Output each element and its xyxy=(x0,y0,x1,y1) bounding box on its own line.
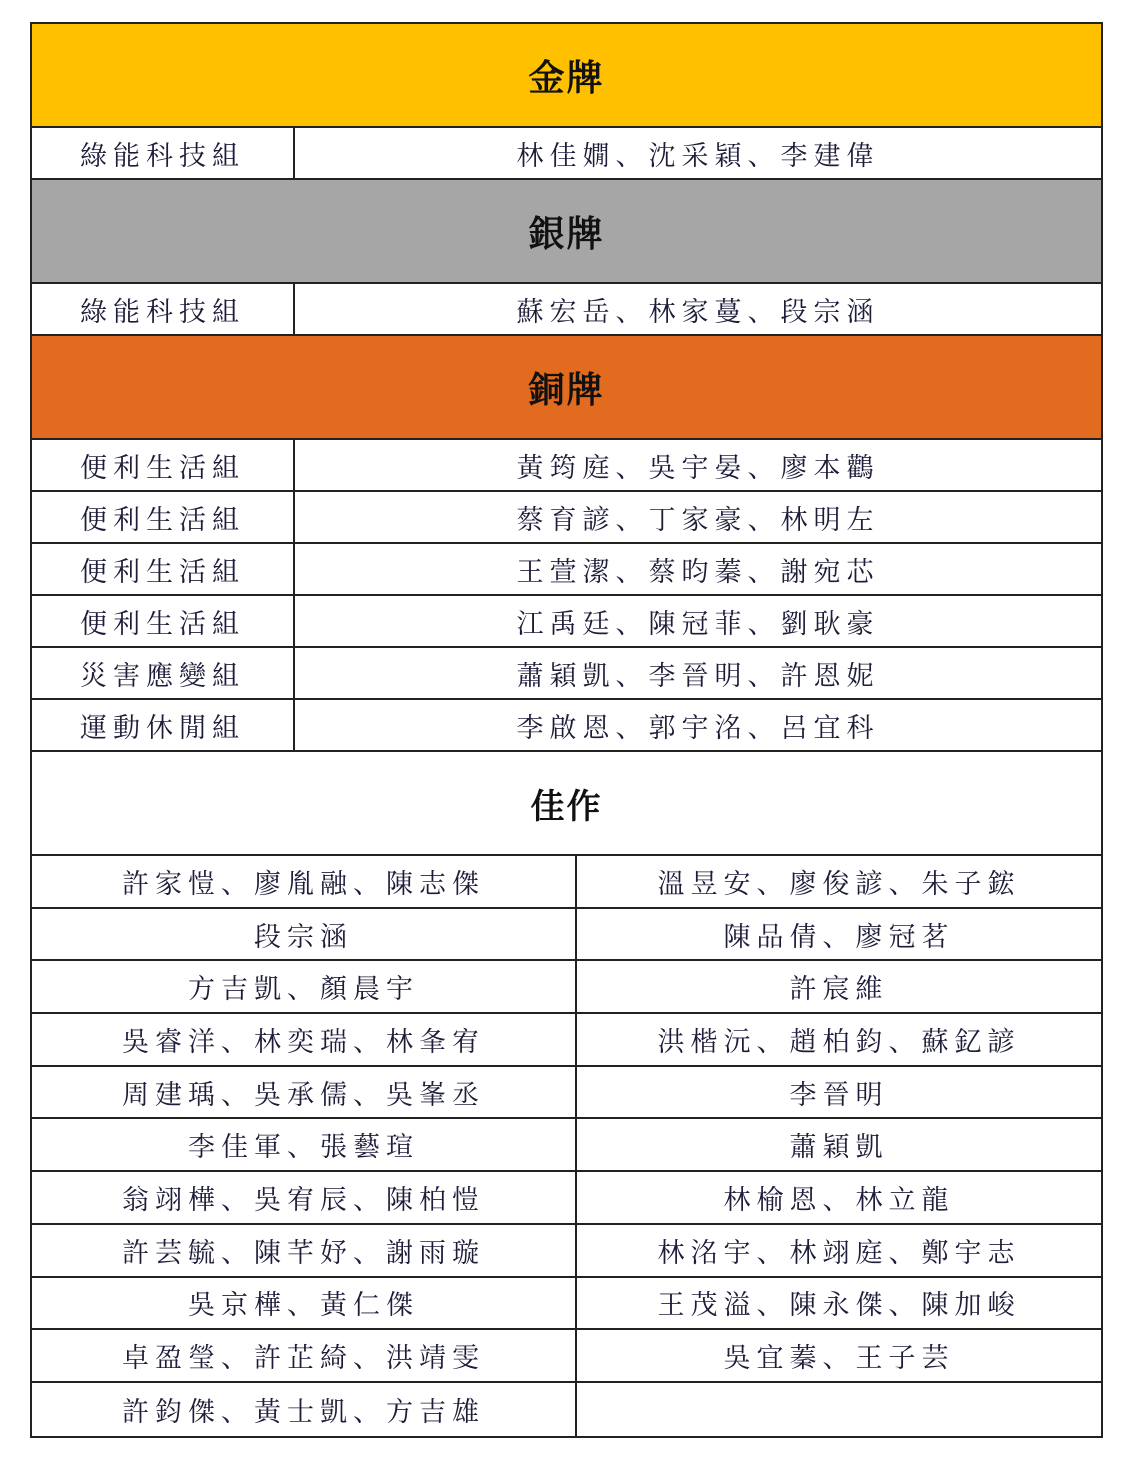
team-name: 綠能科技組 xyxy=(32,284,295,334)
merit-left-names: 翁翊樺、吳宥辰、陳柏愷 xyxy=(32,1172,577,1223)
merit-right-names: 李晉明 xyxy=(789,1079,889,1111)
team-name: 運動休閒組 xyxy=(32,700,295,750)
merit-right-names xyxy=(577,1383,1101,1436)
member-names: 江禹廷、陳冠菲、劉耿豪 xyxy=(516,608,880,640)
merit-left-names: 李佳軍、張藝瑄 xyxy=(32,1119,577,1170)
merit-row xyxy=(32,1330,1101,1383)
merit-row xyxy=(32,909,1101,962)
bronze-row xyxy=(32,596,1101,648)
merit-left-names: 段宗涵 xyxy=(32,909,577,960)
team-name: 便利生活組 xyxy=(32,596,295,646)
merit-row xyxy=(32,1225,1101,1278)
team-name: 便利生活組 xyxy=(32,440,295,490)
bronze-header: 銅牌 xyxy=(32,336,1101,440)
merit-right-names: 洪楷沅、趙柏鈞、蘇釔諺 xyxy=(657,1026,1021,1058)
merit-right-names: 溫昱安、廖俊諺、朱子鋐 xyxy=(657,868,1021,900)
team-name: 便利生活組 xyxy=(32,544,295,594)
member-names: 王萱潔、蔡昀蓁、謝宛芯 xyxy=(516,556,880,588)
merit-left-names: 許鈞傑、黃士凱、方吉雄 xyxy=(32,1383,577,1436)
merit-row xyxy=(32,1067,1101,1120)
merit-left-names: 許芸毓、陳芊妤、謝雨璇 xyxy=(32,1225,577,1276)
merit-left-names: 許家愷、廖胤融、陳志傑 xyxy=(32,856,577,907)
merit-row xyxy=(32,1383,1101,1436)
merit-row xyxy=(32,1278,1101,1331)
merit-right-names: 許宸維 xyxy=(789,974,889,1006)
merit-right-names: 吳宜蓁、王子芸 xyxy=(723,1343,955,1375)
merit-left-names: 卓盈瑩、許芷綺、洪靖雯 xyxy=(32,1330,577,1381)
merit-left-names: 方吉凱、顏晨宇 xyxy=(32,961,577,1012)
member-names: 李啟恩、郭宇洺、呂宜科 xyxy=(516,712,880,744)
bronze-row xyxy=(32,648,1101,700)
merit-row xyxy=(32,856,1101,909)
member-names: 蘇宏岳、林家蔓、段宗涵 xyxy=(516,296,880,328)
award-table xyxy=(30,22,1103,1438)
member-names: 蔡育諺、丁家豪、林明左 xyxy=(516,504,880,536)
bronze-row xyxy=(32,492,1101,544)
merit-right-names: 王茂溢、陳永傑、陳加峻 xyxy=(657,1290,1021,1322)
merit-row xyxy=(32,1119,1101,1172)
bronze-row xyxy=(32,440,1101,492)
merit-left-names: 吳京樺、黃仁傑 xyxy=(32,1278,577,1329)
member-names: 林佳嫺、沈采穎、李建偉 xyxy=(516,140,880,172)
member-names: 蕭穎凱、李晉明、許恩妮 xyxy=(516,660,880,692)
merit-left-names: 周建瑀、吳承儒、吳峯丞 xyxy=(32,1067,577,1118)
merit-row xyxy=(32,1172,1101,1225)
team-name: 便利生活組 xyxy=(32,492,295,542)
gold-row xyxy=(32,128,1101,180)
merit-right-names: 蕭穎凱 xyxy=(789,1132,889,1164)
bronze-row xyxy=(32,544,1101,596)
merit-left-names: 吳睿洋、林奕瑞、林夆宥 xyxy=(32,1014,577,1065)
team-name: 綠能科技組 xyxy=(32,128,295,178)
silver-header: 銀牌 xyxy=(32,180,1101,284)
merit-right-names: 林榆恩、林立龍 xyxy=(723,1184,955,1216)
merit-row xyxy=(32,1014,1101,1067)
member-names: 黃筠庭、吳宇晏、廖本鸛 xyxy=(516,452,880,484)
bronze-row xyxy=(32,700,1101,752)
silver-row xyxy=(32,284,1101,336)
gold-header: 金牌 xyxy=(32,24,1101,128)
merit-right-names: 林洺宇、林翊庭、鄭宇志 xyxy=(657,1237,1021,1269)
merit-right-names: 陳品倩、廖冠茗 xyxy=(723,921,955,953)
merit-header: 佳作 xyxy=(32,752,1101,856)
merit-row xyxy=(32,961,1101,1014)
team-name: 災害應變組 xyxy=(32,648,295,698)
